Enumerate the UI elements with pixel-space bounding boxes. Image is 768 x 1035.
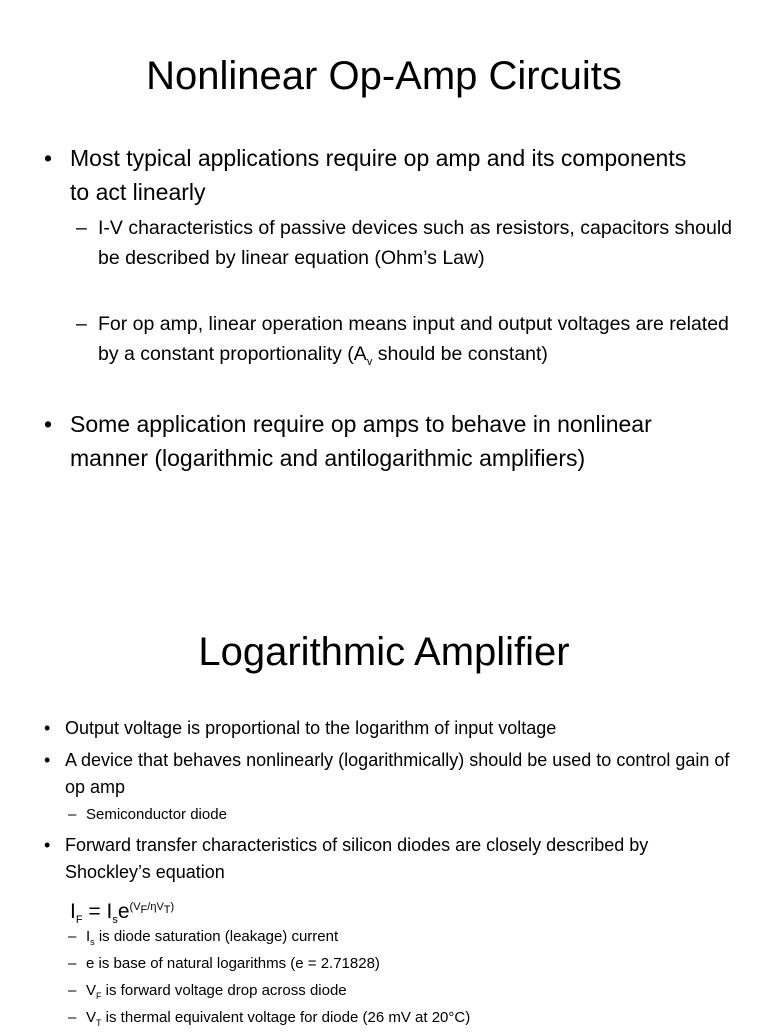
exp-sub-t: T (163, 904, 171, 917)
def-text-b: is diode saturation (leakage) current (94, 928, 339, 945)
def-text-a: V (86, 982, 97, 999)
def-saturation-current (68, 925, 736, 954)
bullet-dot: • (44, 411, 53, 437)
eq-exponent (129, 901, 175, 917)
def-text-a: I (86, 928, 91, 945)
dash-marker: – (76, 217, 87, 239)
def-sub: s (90, 937, 95, 947)
bullet-nonlinear-applications (44, 407, 690, 475)
bullet-text: Forward transfer characteristics of silicon diodes are closely described by Shockley’s equation (65, 835, 649, 882)
def-sub: T (96, 1018, 102, 1028)
sub-bullet-iv-characteristics (76, 213, 738, 273)
slide-title: Nonlinear Op-Amp Circuits (146, 54, 622, 98)
def-text-b: is forward voltage drop across diode (101, 982, 347, 999)
exp-mid: /ηV (147, 901, 164, 913)
bullet-typical-applications (44, 141, 690, 209)
sub-bullet-text: Semiconductor diode (86, 806, 227, 823)
def-text-b: is thermal equivalent voltage for diode (26 mV at 20°C) (101, 1009, 471, 1026)
bullet-text: Some application require op amps to behave in nonlinear manner (logarithmic and antilogarithmic amplifiers) (70, 411, 652, 471)
dash-marker: – (68, 806, 77, 823)
bullet-text: Output voltage is proportional to the logarithm of input voltage (65, 718, 557, 738)
subscript-v: v (366, 355, 373, 368)
sub-bullet-text-end: should be constant) (372, 343, 548, 365)
sub-bullet-text: I-V characteristics of passive devices such as resistors, capacitors should be described by linear equation (Ohm’s Law) (98, 217, 733, 269)
bullet-nonlinear-device (44, 747, 735, 801)
def-thermal-voltage (68, 1006, 736, 1035)
eq-if: I (70, 900, 76, 923)
eq-e: e (117, 900, 130, 923)
sub-bullet-semiconductor-diode (68, 803, 726, 827)
def-text-a: V (86, 1009, 97, 1026)
def-forward-voltage (68, 979, 736, 1008)
bullet-dot: • (44, 835, 51, 855)
bullet-dot: • (44, 718, 51, 738)
dash-marker: – (68, 1009, 77, 1026)
exp-start: (V (129, 901, 141, 913)
slide-logarithmic-amplifier (0, 576, 768, 1028)
slide-title: Logarithmic Amplifier (198, 630, 570, 674)
def-text-a: e is base of natural logarithms (e = 2.71828) (86, 955, 380, 972)
bullet-shockley (44, 832, 735, 886)
sub-bullet-linear-operation (76, 309, 738, 377)
bullet-text: A device that behaves nonlinearly (logarithmically) should be used to control gain of op amp (65, 750, 730, 797)
dash-marker: – (68, 928, 77, 945)
bullet-text: Most typical applications require op amp and its components to act linearly (70, 145, 687, 205)
bullet-dot: • (44, 145, 53, 171)
def-sub: F (96, 991, 102, 1001)
eq-if-sub: F (75, 914, 83, 927)
dash-marker: – (68, 982, 77, 999)
def-natural-log-base (68, 952, 736, 976)
exp-sub-f: F (140, 904, 148, 917)
sub-bullet-text: For op amp, linear operation means input and output voltages are related by a constant proportionality (A (98, 313, 729, 365)
eq-is: = I (82, 900, 113, 923)
exp-end: ) (170, 901, 175, 913)
bullet-dot: • (44, 750, 51, 770)
bullet-output-voltage (44, 715, 735, 742)
dash-marker: – (68, 955, 77, 972)
dash-marker: – (76, 313, 87, 335)
eq-is-sub: s (112, 914, 118, 927)
